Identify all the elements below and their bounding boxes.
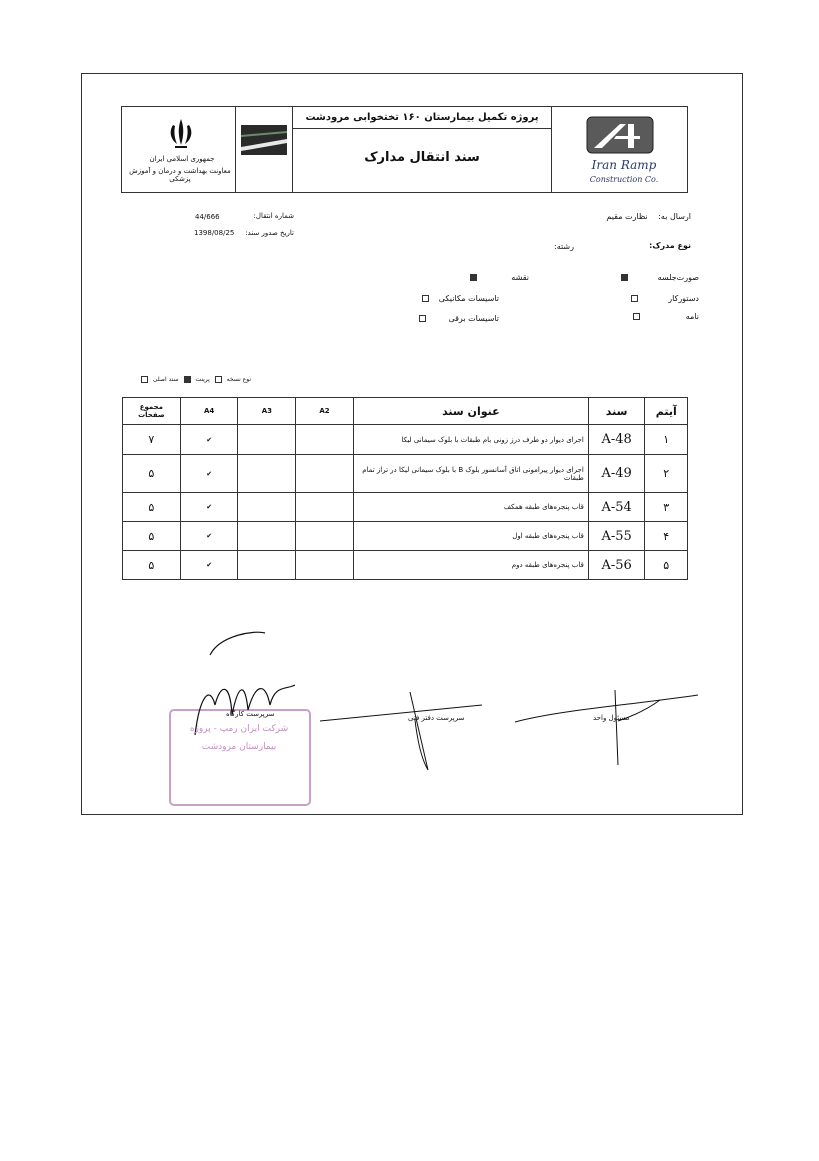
project-title: پروژه تکمیل بیمارستان ۱۶۰ تختخوابی مرودشت [293,107,551,129]
row-pages: ۵ [123,551,181,580]
doctype-drawing-label: نقشه [511,273,529,282]
doctype-minutes-label: صورت‌جلسه [657,273,699,282]
transfer-no-label: شماره انتقال: [253,212,294,220]
col-title: عنوان سند [353,398,588,425]
print-option-original-label: سند اصلی [152,376,179,383]
ministry-line-1: جمهوری اسلامی ایران [149,155,215,163]
row-item: ۴ [645,522,688,551]
row-a4-check: ✔ [180,425,238,455]
row-a4-check: ✔ [180,522,238,551]
print-type-label-checkbox[interactable] [215,376,222,383]
row-pages: ۵ [123,455,181,493]
company-name: Iran Ramp [591,158,657,172]
company-stamp-text: شرکت ایران رمپ - پروژه بیمارستان مرودشت [189,724,289,752]
row-a4-check: ✔ [180,551,238,580]
send-to-value: نظارت مقیم [606,212,648,221]
row-a3 [238,522,296,551]
doctype-electrical-label: تاسیسات برقی [448,314,499,323]
iran-emblem-icon [166,117,196,151]
row-a2 [296,425,354,455]
row-a3 [238,551,296,580]
col-doc: سند [588,398,645,425]
iran-ramp-logo-icon [586,116,654,154]
send-to-row [606,212,691,221]
company-subtitle: Construction Co. [589,175,659,184]
doctype-letter[interactable] [630,312,699,321]
col-a3: A3 [238,398,296,425]
table-header-row [123,398,688,425]
row-a2 [296,493,354,522]
row-code: A-56 [588,551,645,580]
col-a4: A4 [180,398,238,425]
doctype-mechanical-label: تاسیسات مکانیکی [438,294,499,303]
col-a2: A2 [296,398,354,425]
doctype-mechanical-checkbox[interactable] [422,295,429,302]
print-option-print-checkbox[interactable] [184,376,191,383]
doctype-minutes[interactable] [618,273,699,282]
row-a4-check: ✔ [180,455,238,493]
row-a4-check: ✔ [180,493,238,522]
doctype-mechanical[interactable] [419,294,499,303]
doctype-drawing-checkbox[interactable] [470,274,477,281]
signature-label-unit-manager: مسئول واحد [593,714,630,722]
documents-table [122,397,688,580]
doctype-electrical-checkbox[interactable] [419,315,426,322]
row-code: A-49 [588,455,645,493]
row-a2 [296,551,354,580]
issue-date-value: 1398/08/25 [194,229,235,237]
table-row [123,425,688,455]
row-title: قاب پنجره‌های طبقه همکف [353,493,588,522]
row-item: ۲ [645,455,688,493]
row-title: قاب پنجره‌های طبقه اول [353,522,588,551]
print-type-label: نوع نسخه [226,376,251,383]
row-title: قاب پنجره‌های طبقه دوم [353,551,588,580]
col-item: آیتم [645,398,688,425]
signature-label-tech-office: سرپرست دفتر فنی [408,714,465,722]
doctype-workorder[interactable] [628,294,699,303]
row-a3 [238,493,296,522]
row-title: اجرای دیوار دو طرف درز زونی بام طبقات با بلوک سیمانی لیکا [353,425,588,455]
company-logo-cell [552,107,687,192]
doctype-workorder-checkbox[interactable] [631,295,638,302]
row-title: اجرای دیوار پیرامونی اتاق آسانسور بلوک B با بلوک سیمانی لیکا در تراز تمام طبقات [353,455,588,493]
transfer-no-value: 44/666 [195,213,220,221]
doctype-workorder-label: دستورکار [668,294,699,303]
document-header [121,106,688,193]
row-a3 [238,425,296,455]
row-code: A-55 [588,522,645,551]
discipline-label: رشته: [554,242,574,251]
secondary-logo-cell [236,107,293,192]
doctype-minutes-checkbox[interactable] [621,274,628,281]
col-pages: مجموع صفحات [123,398,181,425]
ministry-line-2: معاونت بهداشت و درمان و آموزش پزشکی [129,167,231,183]
table-row [123,551,688,580]
signature-label-site-supervisor: سرپرست کارگاه [226,710,275,718]
row-a2 [296,455,354,493]
doc-type-label: نوع مدرک: [649,241,691,250]
row-a3 [238,455,296,493]
print-option-original-checkbox[interactable] [141,376,148,383]
ministry-emblem-cell [122,107,236,192]
row-a2 [296,522,354,551]
print-type-row [138,376,251,383]
signature-mark-2 [410,692,428,770]
print-option-print-label: پرینت [195,376,210,383]
row-pages: ۵ [123,522,181,551]
document-title: سند انتقال مدارک [364,150,480,165]
doctype-letter-label: نامه [685,312,699,321]
doctype-drawing[interactable] [467,273,529,282]
doctype-letter-checkbox[interactable] [633,313,640,320]
table-row [123,493,688,522]
row-pages: ۵ [123,493,181,522]
project-logo-icon [241,125,287,155]
issue-date-label: تاریخ صدور سند: [245,229,294,237]
row-item: ۱ [645,425,688,455]
table-row [123,522,688,551]
row-item: ۵ [645,551,688,580]
send-to-label: ارسال به: [658,212,691,221]
row-pages: ۷ [123,425,181,455]
row-item: ۳ [645,493,688,522]
row-code: A-48 [588,425,645,455]
doctype-electrical[interactable] [416,314,499,323]
table-row [123,455,688,493]
row-code: A-54 [588,493,645,522]
